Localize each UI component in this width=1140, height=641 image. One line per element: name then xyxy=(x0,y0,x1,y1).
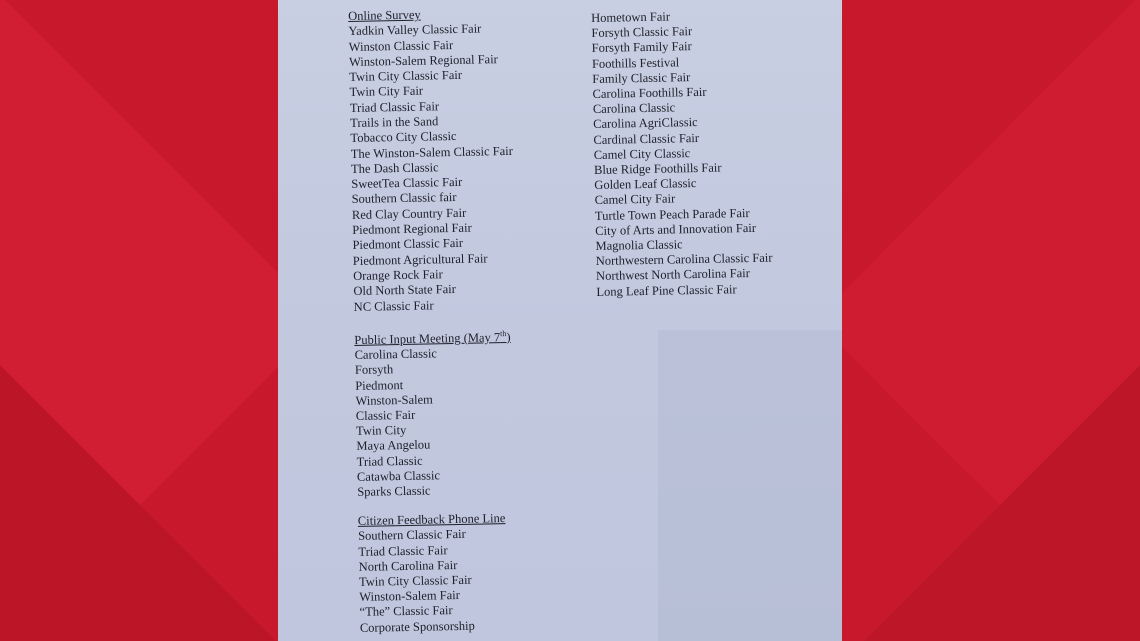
fair-name-item: Forsyth xyxy=(354,362,394,378)
paper-shadow xyxy=(658,330,842,641)
document-photo xyxy=(278,0,842,641)
fair-name-item: Catawba Classic xyxy=(356,468,441,484)
left-column xyxy=(348,6,522,641)
fair-name-item: Camel City Classic xyxy=(593,145,691,162)
public-input-heading: Public Input Meeting (May 7th) xyxy=(354,328,511,347)
public-input-section xyxy=(354,326,519,500)
fair-name-item: Magnolia Classic xyxy=(595,237,683,254)
public-input-list xyxy=(355,345,520,500)
fair-name-item: Northwestern Carolina Classic Fair xyxy=(595,250,773,269)
survey-right-list xyxy=(591,8,773,300)
fair-name-item: Golden Leaf Classic xyxy=(594,176,697,193)
fair-name-item: Camel City Fair xyxy=(594,191,676,208)
fair-name-item: Piedmont Agricultural Fair xyxy=(352,251,488,268)
fair-name-item: Winston-Salem Fair xyxy=(359,588,460,605)
fair-name-item: Yadkin Valley Classic Fair xyxy=(348,21,482,39)
fair-name-item: Sparks Classic xyxy=(357,483,431,499)
fair-name-item: Hometown Fair xyxy=(591,9,671,25)
fair-name-item: Long Leaf Pine Classic Fair xyxy=(596,281,737,299)
fair-name-item: SweetTea Classic Fair xyxy=(351,175,463,192)
fair-name-item: Forsyth Classic Fair xyxy=(591,24,693,41)
fair-name-item: Triad Classic Fair xyxy=(358,542,448,559)
fair-name-item: Winston Classic Fair xyxy=(348,37,454,54)
fair-name-item: Tobacco City Classic xyxy=(350,129,457,146)
fair-name-item: Red Clay Country Fair xyxy=(351,205,467,222)
online-survey-section xyxy=(348,6,516,315)
phone-line-heading: Citizen Feedback Phone Line xyxy=(357,511,506,529)
phone-line-list xyxy=(358,526,522,636)
fair-name-item: Family Classic Fair xyxy=(592,69,691,86)
fair-name-item: Old North State Fair xyxy=(353,282,456,299)
fair-name-item: Foothills Festival xyxy=(591,54,680,71)
fair-name-item: Northwest North Carolina Fair xyxy=(595,266,750,284)
fair-name-item: Twin City Classic Fair xyxy=(349,67,463,85)
phone-line-section xyxy=(358,511,522,636)
fair-name-item: Twin City Fair xyxy=(349,83,424,100)
fair-name-item: Classic Fair xyxy=(355,407,416,423)
fair-name-item: Southern Classic Fair xyxy=(357,527,466,544)
fair-name-item: Orange Rock Fair xyxy=(352,267,443,283)
fair-name-item: Triad Classic xyxy=(356,453,423,469)
fair-name-item: Piedmont Regional Fair xyxy=(352,220,472,238)
fair-name-item: Blue Ridge Foothills Fair xyxy=(593,160,722,178)
fair-name-item: City of Arts and Innovation Fair xyxy=(595,220,757,238)
fair-name-item: Forsyth Family Fair xyxy=(591,39,692,56)
fair-name-item: Winston-Salem Regional Fair xyxy=(348,51,498,69)
fair-name-item: “The” Classic Fair xyxy=(359,603,453,620)
fair-name-item: Corporate Sponsorship xyxy=(359,618,475,635)
fair-name-item: Triad Classic Fair xyxy=(349,98,440,115)
online-survey-heading: Online Survey xyxy=(348,7,421,23)
fair-name-item: Cardinal Classic Fair xyxy=(593,130,700,147)
survey-left-list xyxy=(348,21,516,315)
fair-name-item: Carolina Classic xyxy=(354,346,438,363)
fair-name-item: Maya Angelou xyxy=(356,437,431,454)
fair-name-item: The Dash Classic xyxy=(350,160,439,176)
fair-name-item: Turtle Town Peach Parade Fair xyxy=(594,205,750,223)
fair-name-item: NC Classic Fair xyxy=(353,297,434,314)
fair-name-item: Southern Classic fair xyxy=(351,190,457,207)
fair-name-item: Carolina Foothills Fair xyxy=(592,84,707,101)
fair-name-item: Twin City Classic Fair xyxy=(358,572,472,589)
fair-name-item: The Winston-Salem Classic Fair xyxy=(350,143,513,161)
right-column xyxy=(591,8,773,300)
fair-name-item: Trails in the Sand xyxy=(350,114,439,130)
fair-name-item: North Carolina Fair xyxy=(358,557,458,574)
fair-name-item: Carolina Classic xyxy=(592,100,676,117)
fair-name-item: Piedmont Classic Fair xyxy=(352,236,464,253)
fair-name-item: Carolina AgriClassic xyxy=(593,115,698,132)
fair-name-item: Winston-Salem xyxy=(355,392,433,408)
fair-name-item: Twin City xyxy=(355,423,407,439)
fair-name-item: Piedmont xyxy=(355,377,404,393)
